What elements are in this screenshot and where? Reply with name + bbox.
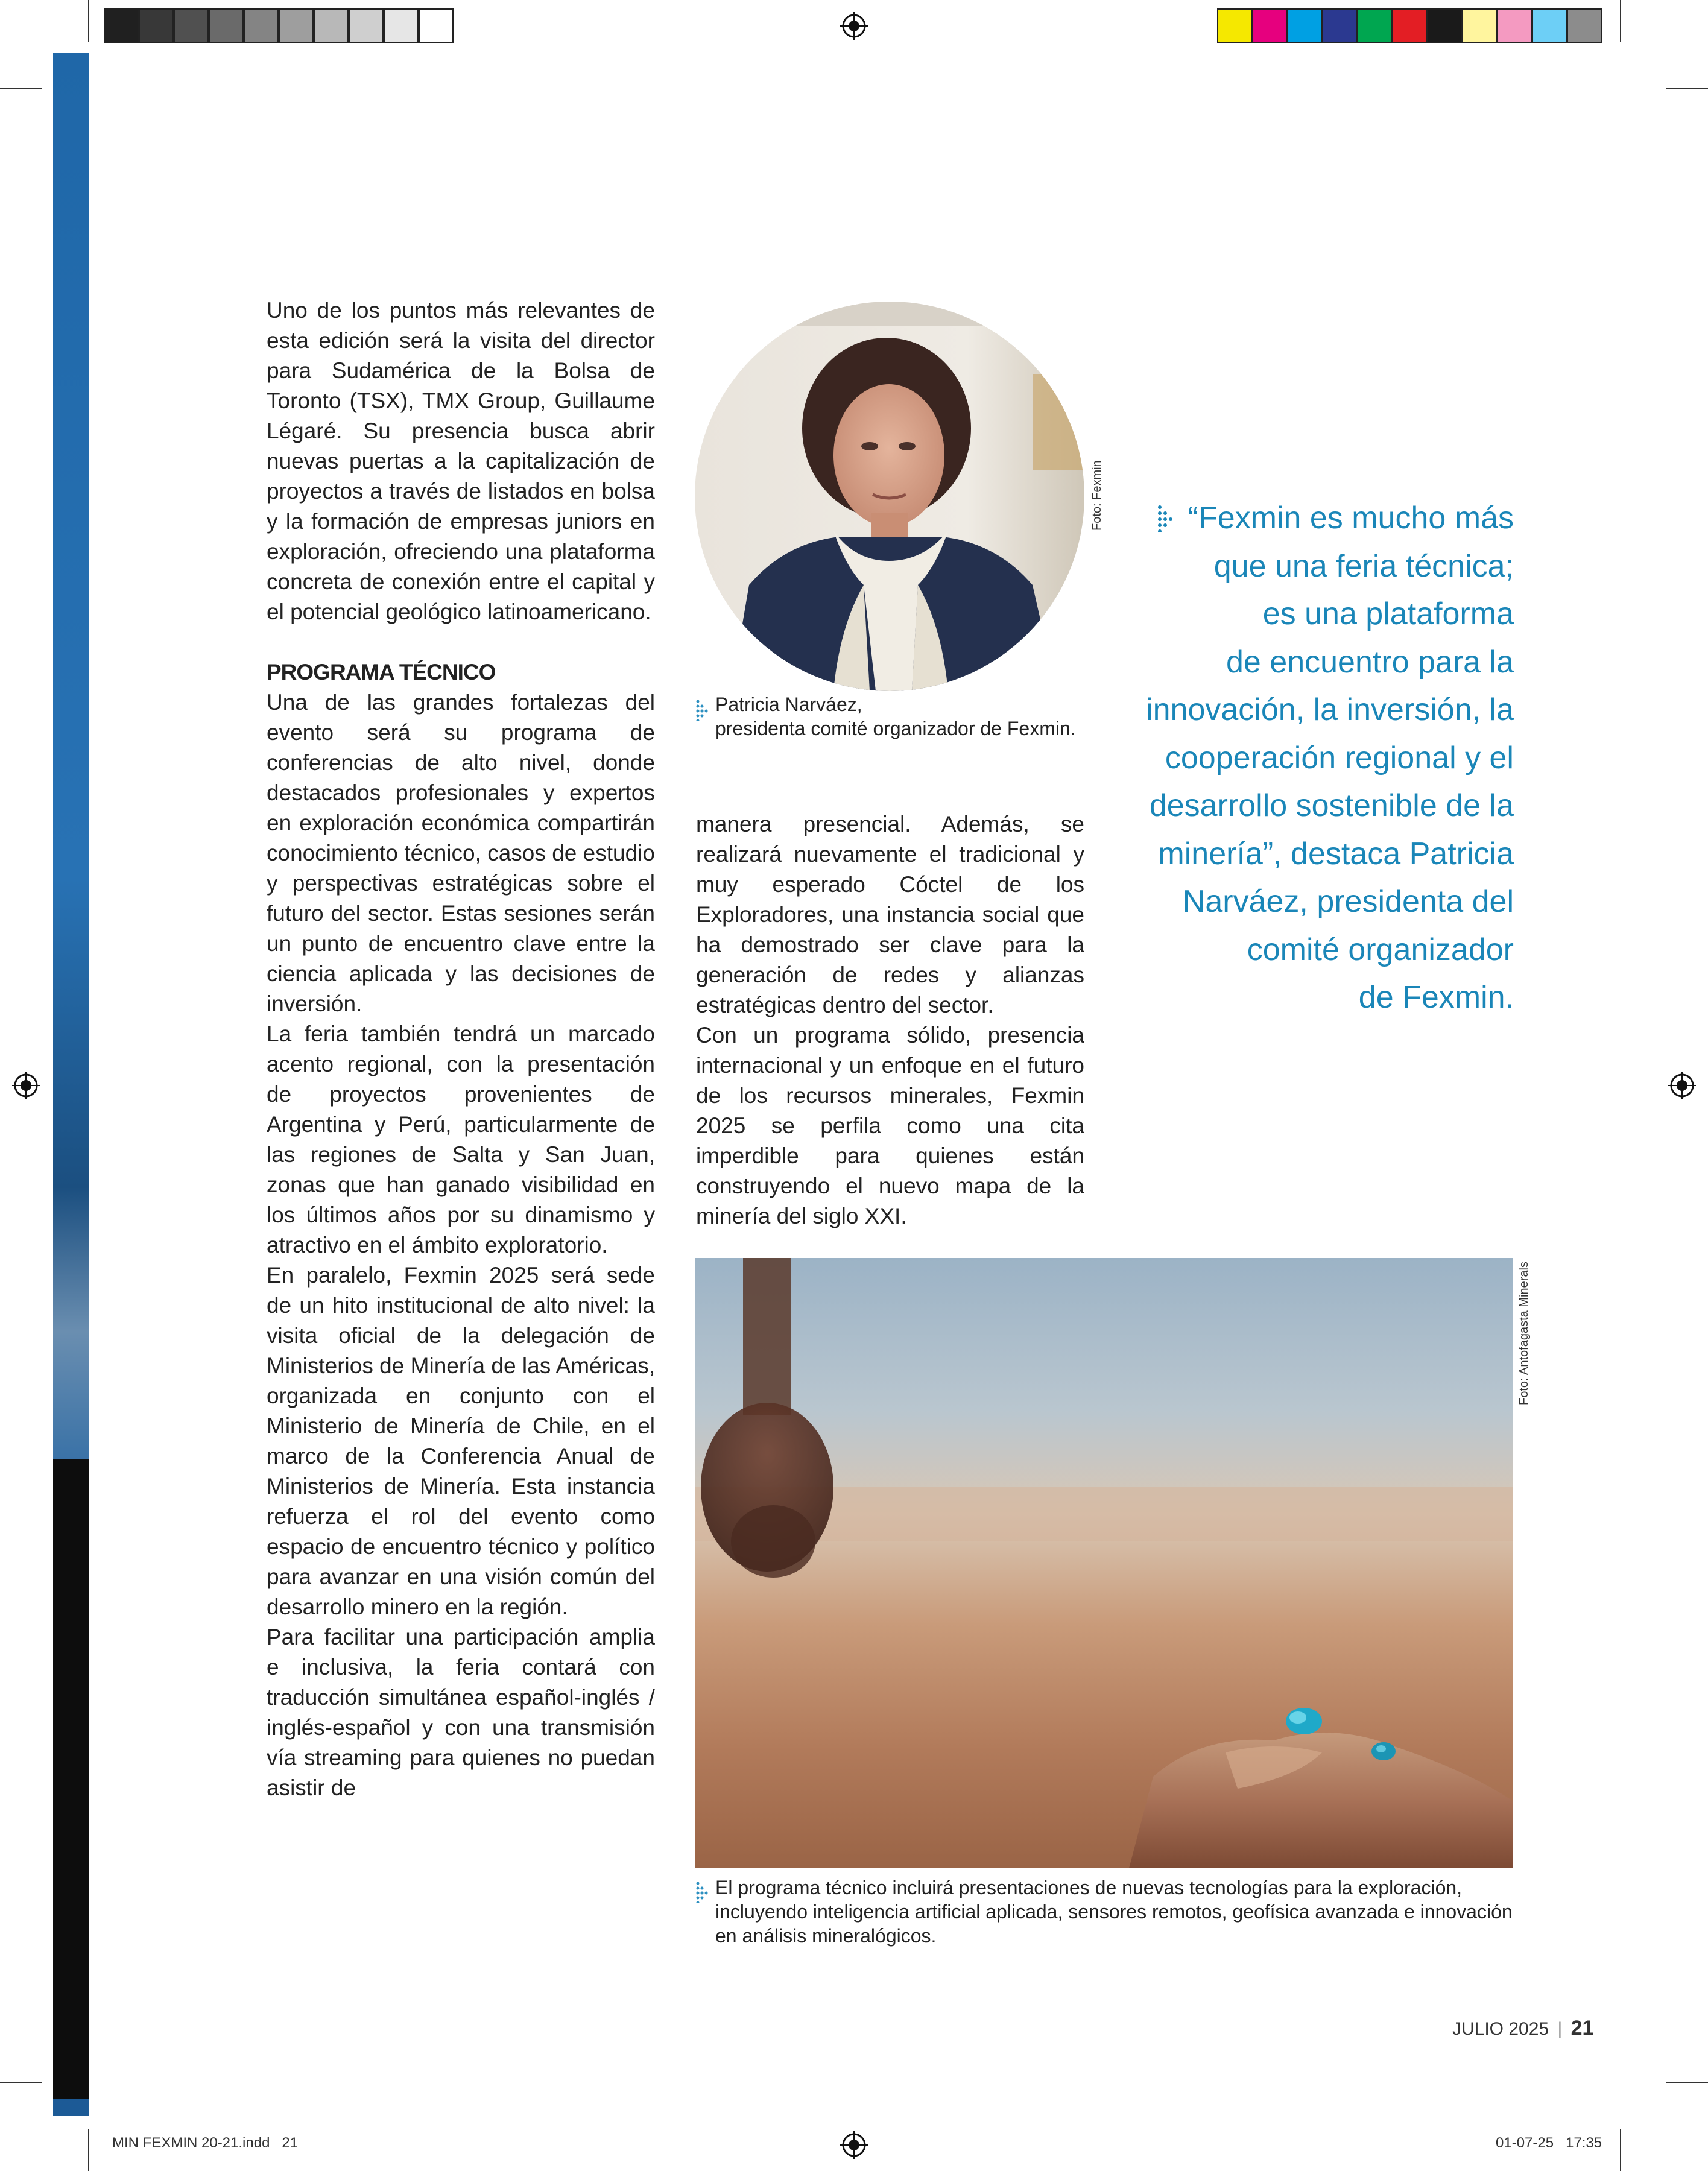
exploration-photo <box>695 1258 1513 1868</box>
crop-mark <box>1666 88 1708 89</box>
crop-mark <box>1620 2129 1621 2171</box>
portrait-caption <box>715 692 1076 741</box>
folio-divider: | <box>1557 2019 1563 2039</box>
crop-mark <box>88 2129 89 2171</box>
photo-credit: Foto: Fexmin <box>1090 460 1104 531</box>
crop-mark <box>1666 2082 1708 2083</box>
registration-mark-icon <box>12 1072 40 1099</box>
left-bleed-stripe-dark <box>53 1459 89 2099</box>
body-column-middle <box>696 809 1084 1231</box>
crop-mark <box>88 0 89 42</box>
quote-line: es una plataforma <box>1262 596 1514 631</box>
portrait-photo <box>695 302 1084 691</box>
body-paragraph: Uno de los puntos más relevantes de esta edición será la visita del director para Sudamérica de la Bolsa de Toronto (TSX), TMX Group, Guillaume Légaré. Su presencia busca abrir nuevas puertas a la capitalización de proyectos a través de listados en bolsa y la formación de empresas juniors en exploración, ofreciendo una plataforma concreta de conexión entre el capital y el potencial geológico latinoamericano. <box>267 298 655 624</box>
photo-credit: Foto: Antofagasta Minerals <box>1517 1262 1531 1405</box>
body-paragraph: Una de las grandes fortalezas del evento será su programa de conferencias de alto nivel, donde destacados profesionales y expertos en exploración económica compartirán conocimiento técnico, casos de estudio y perspectivas estratégicas sobre el futuro del sector. Estas sesiones serán un punto de encuentro clave entre la ciencia aplicada y las decisiones de inversión. <box>267 690 655 1016</box>
caption-line: El programa técnico incluirá presentaciones de nuevas tecnologías para la exploración, <box>715 1877 1463 1898</box>
quote-line: “Fexmin es mucho más <box>1188 501 1514 536</box>
body-paragraph: Con un programa sólido, presencia internacional y un enfoque en el futuro de los recursos minerales, Fexmin 2025 se perfila como una cita imperdible para quienes están construyendo el nuevo mapa de la minería del siglo XXI. <box>696 1023 1084 1228</box>
body-paragraph: manera presencial. Además, se realizará nuevamente el tradicional y muy esperado Cóctel de los Exploradores, una instancia social que ha demostrado ser clave para la generación de redes y alianzas estratégicas dentro del sector. <box>696 812 1084 1017</box>
body-column-left <box>267 295 655 1803</box>
grayscale-color-bar <box>104 8 454 43</box>
folio <box>1452 2017 1593 2040</box>
quote-line: Narváez, presidenta del <box>1182 884 1514 919</box>
photo-caption <box>715 1876 1513 1948</box>
page-number: 21 <box>1570 2017 1594 2040</box>
body-paragraph: Para facilitar una participación amplia e inclusiva, la feria contará con traducción simultánea español-inglés / inglés-español y con una transmisión vía streaming para quienes no puedan asistir de <box>267 1625 655 1800</box>
caption-role: presidenta comité organizador de Fexmin. <box>715 718 1076 739</box>
body-paragraph: En paralelo, Fexmin 2025 será sede de un hito institucional de alto nivel: la visita oficial de la delegación de Ministerios de Minería de las Américas, organizada en conjunto con el Ministerio de Minería de Chile, en el marco de la Conferencia Anual de Ministerios de Minería. Esta instancia refuerza el rol del evento como espacio de encuentro técnico y político para avanzar en una visión común del desarrollo minero en la región. <box>267 1263 655 1619</box>
registration-mark-icon <box>1668 1072 1696 1099</box>
quote-line: desarrollo sostenible de la <box>1149 788 1514 823</box>
folio-month: JULIO 2025 <box>1452 2019 1549 2039</box>
quote-line: de Fexmin. <box>1358 980 1514 1015</box>
quote-line: innovación, la inversión, la <box>1146 692 1514 727</box>
body-paragraph: La feria también tendrá un marcado acento regional, con la presentación de proyectos provenientes de Argentina y Perú, particularmente de las regiones de Salta y San Juan, zonas que han ganado visibilidad en los últimos años por su dinamismo y atractivo en el ámbito exploratorio. <box>267 1022 655 1257</box>
crop-mark <box>1620 0 1621 42</box>
caption-name: Patricia Narváez, <box>715 694 862 715</box>
crop-mark <box>0 2082 42 2083</box>
slug-date: 01-07-25 17:35 <box>1496 2135 1602 2151</box>
registration-mark-icon <box>840 2131 868 2159</box>
bullet-dots-icon <box>696 700 709 721</box>
caption-line: incluyendo inteligencia artificial aplicada, sensores remotos, geofísica avanzada e innovación <box>715 1901 1513 1923</box>
caption-line: en análisis mineralógicos. <box>715 1925 937 1947</box>
registration-mark-icon <box>840 12 868 40</box>
pull-quote <box>1128 495 1514 1022</box>
crop-mark <box>0 88 42 89</box>
bullet-dots-icon <box>696 1882 709 1903</box>
quote-line: cooperación regional y el <box>1165 740 1514 776</box>
quote-line: de encuentro para la <box>1226 644 1514 680</box>
section-heading: PROGRAMA TÉCNICO <box>267 660 496 684</box>
quote-line: comité organizador <box>1247 932 1514 967</box>
slug-file: MIN FEXMIN 20-21.indd 21 <box>112 2135 299 2151</box>
quote-line: minería”, destaca Patricia <box>1158 836 1514 871</box>
quote-line: que una feria técnica; <box>1213 548 1514 584</box>
process-color-bar <box>1217 8 1602 43</box>
